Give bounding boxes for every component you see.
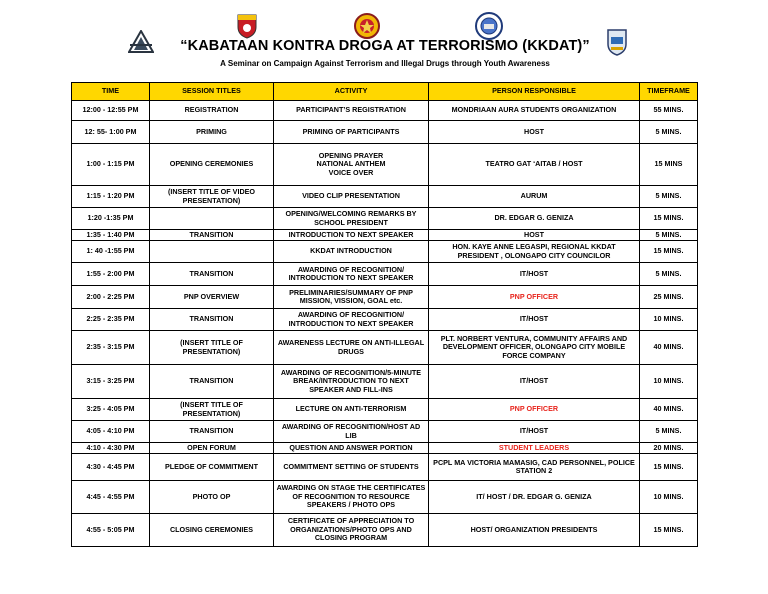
cell-session: (INSERT TITLE OF VIDEO PRESENTATION): [150, 186, 274, 208]
city-seal-icon: [475, 12, 503, 40]
cell-timeframe: 5 MINS.: [640, 230, 698, 241]
cell-time: 12: 55- 1:00 PM: [72, 121, 150, 144]
table-row: [72, 121, 698, 144]
cell-session: REGISTRATION: [150, 101, 274, 121]
cell-timeframe: 20 MINS.: [640, 443, 698, 454]
cell-person: PCPL MA VICTORIA MAMASIG, CAD PERSONNEL, POLICE STATION 2: [429, 454, 640, 481]
cell-timeframe: 5 MINS.: [640, 121, 698, 144]
cell-timeframe: 40 MINS.: [640, 331, 698, 365]
cell-timeframe: 40 MINS.: [640, 399, 698, 421]
cell-person: HOST: [429, 121, 640, 144]
cell-person: IT/HOST: [429, 365, 640, 399]
cell-timeframe: 10 MINS.: [640, 309, 698, 331]
cell-timeframe: 5 MINS.: [640, 421, 698, 443]
cell-session: [150, 208, 274, 230]
cell-person: DR. EDGAR G. GENIZA: [429, 208, 640, 230]
cell-time: 2:00 - 2:25 PM: [72, 286, 150, 309]
cell-time: 2:35 - 3:15 PM: [72, 331, 150, 365]
pnp-seal-icon: [354, 12, 380, 40]
cell-session: TRANSITION: [150, 365, 274, 399]
table-row: [72, 263, 698, 286]
cell-time: 1:35 - 1:40 PM: [72, 230, 150, 241]
table-row: [72, 241, 698, 263]
cell-person: STUDENT LEADERS: [429, 443, 640, 454]
cell-person: TEATRO GAT ‘AITAB / HOST: [429, 144, 640, 186]
table-row: [72, 514, 698, 547]
cell-activity: AWARDING OF RECOGNITION/HOST AD LIB: [274, 421, 429, 443]
cell-session: PRIMING: [150, 121, 274, 144]
table-row: [72, 309, 698, 331]
cell-timeframe: 5 MINS.: [640, 186, 698, 208]
cell-timeframe: 5 MINS.: [640, 263, 698, 286]
cell-session: [150, 241, 274, 263]
cell-timeframe: 15 MINS.: [640, 208, 698, 230]
cell-timeframe: 25 MINS.: [640, 286, 698, 309]
cell-person: AURUM: [429, 186, 640, 208]
cell-time: 1:00 - 1:15 PM: [72, 144, 150, 186]
cell-activity: COMMITMENT SETTING OF STUDENTS: [274, 454, 429, 481]
cell-session: OPEN FORUM: [150, 443, 274, 454]
table-row: [72, 101, 698, 121]
cell-person: IT/HOST: [429, 421, 640, 443]
cell-timeframe: 15 MINS.: [640, 241, 698, 263]
cell-activity: INTRODUCTION TO NEXT SPEAKER: [274, 230, 429, 241]
cell-activity: AWARDING OF RECOGNITION/5-MINUTE BREAK/INTRODUCTION TO NEXT SPEAKER AND FILL-INS: [274, 365, 429, 399]
table-row: [72, 230, 698, 241]
cell-time: 4:55 - 5:05 PM: [72, 514, 150, 547]
cell-session: TRANSITION: [150, 263, 274, 286]
table-row: [72, 454, 698, 481]
table-row: [72, 186, 698, 208]
table-row: [72, 421, 698, 443]
page-header: [0, 0, 768, 80]
cell-session: TRANSITION: [150, 309, 274, 331]
cell-activity: PRELIMINARIES/SUMMARY OF PNP MISSION, VISSION, GOAL etc.: [274, 286, 429, 309]
cell-timeframe: 10 MINS.: [640, 365, 698, 399]
table-row: [72, 331, 698, 365]
cell-activity: CERTIFICATE OF APPRECIATION TO ORGANIZATIONS/PHOTO OPS AND CLOSING PROGRAM: [274, 514, 429, 547]
table-header-row: [72, 83, 698, 101]
table-row: [72, 443, 698, 454]
cell-person: IT/HOST: [429, 309, 640, 331]
cell-session: TRANSITION: [150, 421, 274, 443]
cell-time: 12:00 - 12:55 PM: [72, 101, 150, 121]
cell-activity: AWARDING OF RECOGNITION/ INTRODUCTION TO NEXT SPEAKER: [274, 263, 429, 286]
cell-time: 4:05 - 4:10 PM: [72, 421, 150, 443]
cell-session: PLEDGE OF COMMITMENT: [150, 454, 274, 481]
cell-person: PNP OFFICER: [429, 399, 640, 421]
cell-time: 4:10 - 4:30 PM: [72, 443, 150, 454]
cell-activity: VIDEO CLIP PRESENTATION: [274, 186, 429, 208]
header-person-responsible: PERSON RESPONSIBLE: [429, 83, 640, 101]
cell-timeframe: 55 MINS.: [640, 101, 698, 121]
cell-person: PLT. NORBERT VENTURA, COMMUNITY AFFAIRS AND DEVELOPMENT OFFICER, OLONGAPO CITY MOBILE FORCE COMPANY: [429, 331, 640, 365]
cell-time: 4:30 - 4:45 PM: [72, 454, 150, 481]
document-title: “KABATAAN KONTRA DROGA AT TERRORISMO (KKDAT)”: [180, 38, 590, 54]
table-row: [72, 399, 698, 421]
cell-person: HON. KAYE ANNE LEGASPI, REGIONAL KKDAT PRESIDENT , OLONGAPO CITY COUNCILOR: [429, 241, 640, 263]
cell-time: 1:20 -1:35 PM: [72, 208, 150, 230]
schedule-body: [72, 101, 698, 547]
cell-activity: PRIMING OF PARTICIPANTS: [274, 121, 429, 144]
cell-activity: AWARENESS LECTURE ON ANTI-ILLEGAL DRUGS: [274, 331, 429, 365]
cell-timeframe: 15 MINS.: [640, 454, 698, 481]
header-session-titles: SESSION TITLES: [150, 83, 274, 101]
cell-time: 2:25 - 2:35 PM: [72, 309, 150, 331]
cell-timeframe: 10 MINS.: [640, 481, 698, 514]
header-timeframe: TIMEFRAME: [640, 83, 698, 101]
cell-person: MONDRIAAN AURA STUDENTS ORGANIZATION: [429, 101, 640, 121]
cell-activity: QUESTION AND ANSWER PORTION: [274, 443, 429, 454]
document-subtitle: A Seminar on Campaign Against Terrorism and Illegal Drugs through Youth Awareness: [220, 59, 550, 68]
cell-session: PNP OVERVIEW: [150, 286, 274, 309]
cell-timeframe: 15 MINS: [640, 144, 698, 186]
cell-time: 1: 40 -1:55 PM: [72, 241, 150, 263]
cell-session: OPENING CEREMONIES: [150, 144, 274, 186]
header-time: TIME: [72, 83, 150, 101]
olongapo-shield-icon: [236, 13, 258, 39]
cell-person: IT/HOST: [429, 263, 640, 286]
header-activity: ACTIVITY: [274, 83, 429, 101]
cell-activity: LECTURE ON ANTI-TERRORISM: [274, 399, 429, 421]
cell-activity: AWARDING OF RECOGNITION/ INTRODUCTION TO NEXT SPEAKER: [274, 309, 429, 331]
table-row: [72, 144, 698, 186]
cell-session: (INSERT TITLE OF PRESENTATION): [150, 331, 274, 365]
table-row: [72, 481, 698, 514]
cell-time: 1:15 - 1:20 PM: [72, 186, 150, 208]
cell-activity: KKDAT INTRODUCTION: [274, 241, 429, 263]
cell-session: (INSERT TITLE OF PRESENTATION): [150, 399, 274, 421]
cell-session: PHOTO OP: [150, 481, 274, 514]
cell-time: 3:15 - 3:25 PM: [72, 365, 150, 399]
cell-time: 1:55 - 2:00 PM: [72, 263, 150, 286]
cell-time: 3:25 - 4:05 PM: [72, 399, 150, 421]
cell-person: PNP OFFICER: [429, 286, 640, 309]
cell-activity: OPENING/WELCOMING REMARKS BY SCHOOL PRESIDENT: [274, 208, 429, 230]
schedule-table: [71, 82, 698, 547]
cell-person: HOST: [429, 230, 640, 241]
table-row: [72, 208, 698, 230]
table-row: [72, 286, 698, 309]
cell-activity: AWARDING ON STAGE THE CERTIFICATES OF RECOGNITION TO RESOURCE SPEAKERS / PHOTO OPS: [274, 481, 429, 514]
cell-person: HOST/ ORGANIZATION PRESIDENTS: [429, 514, 640, 547]
cell-session: TRANSITION: [150, 230, 274, 241]
cell-time: 4:45 - 4:55 PM: [72, 481, 150, 514]
cell-activity: OPENING PRAYER NATIONAL ANTHEM VOICE OVER: [274, 144, 429, 186]
cell-activity: PARTICIPANT’S REGISTRATION: [274, 101, 429, 121]
table-row: [72, 365, 698, 399]
cell-timeframe: 15 MINS.: [640, 514, 698, 547]
cell-session: CLOSING CEREMONIES: [150, 514, 274, 547]
cell-person: IT/ HOST / DR. EDGAR G. GENIZA: [429, 481, 640, 514]
